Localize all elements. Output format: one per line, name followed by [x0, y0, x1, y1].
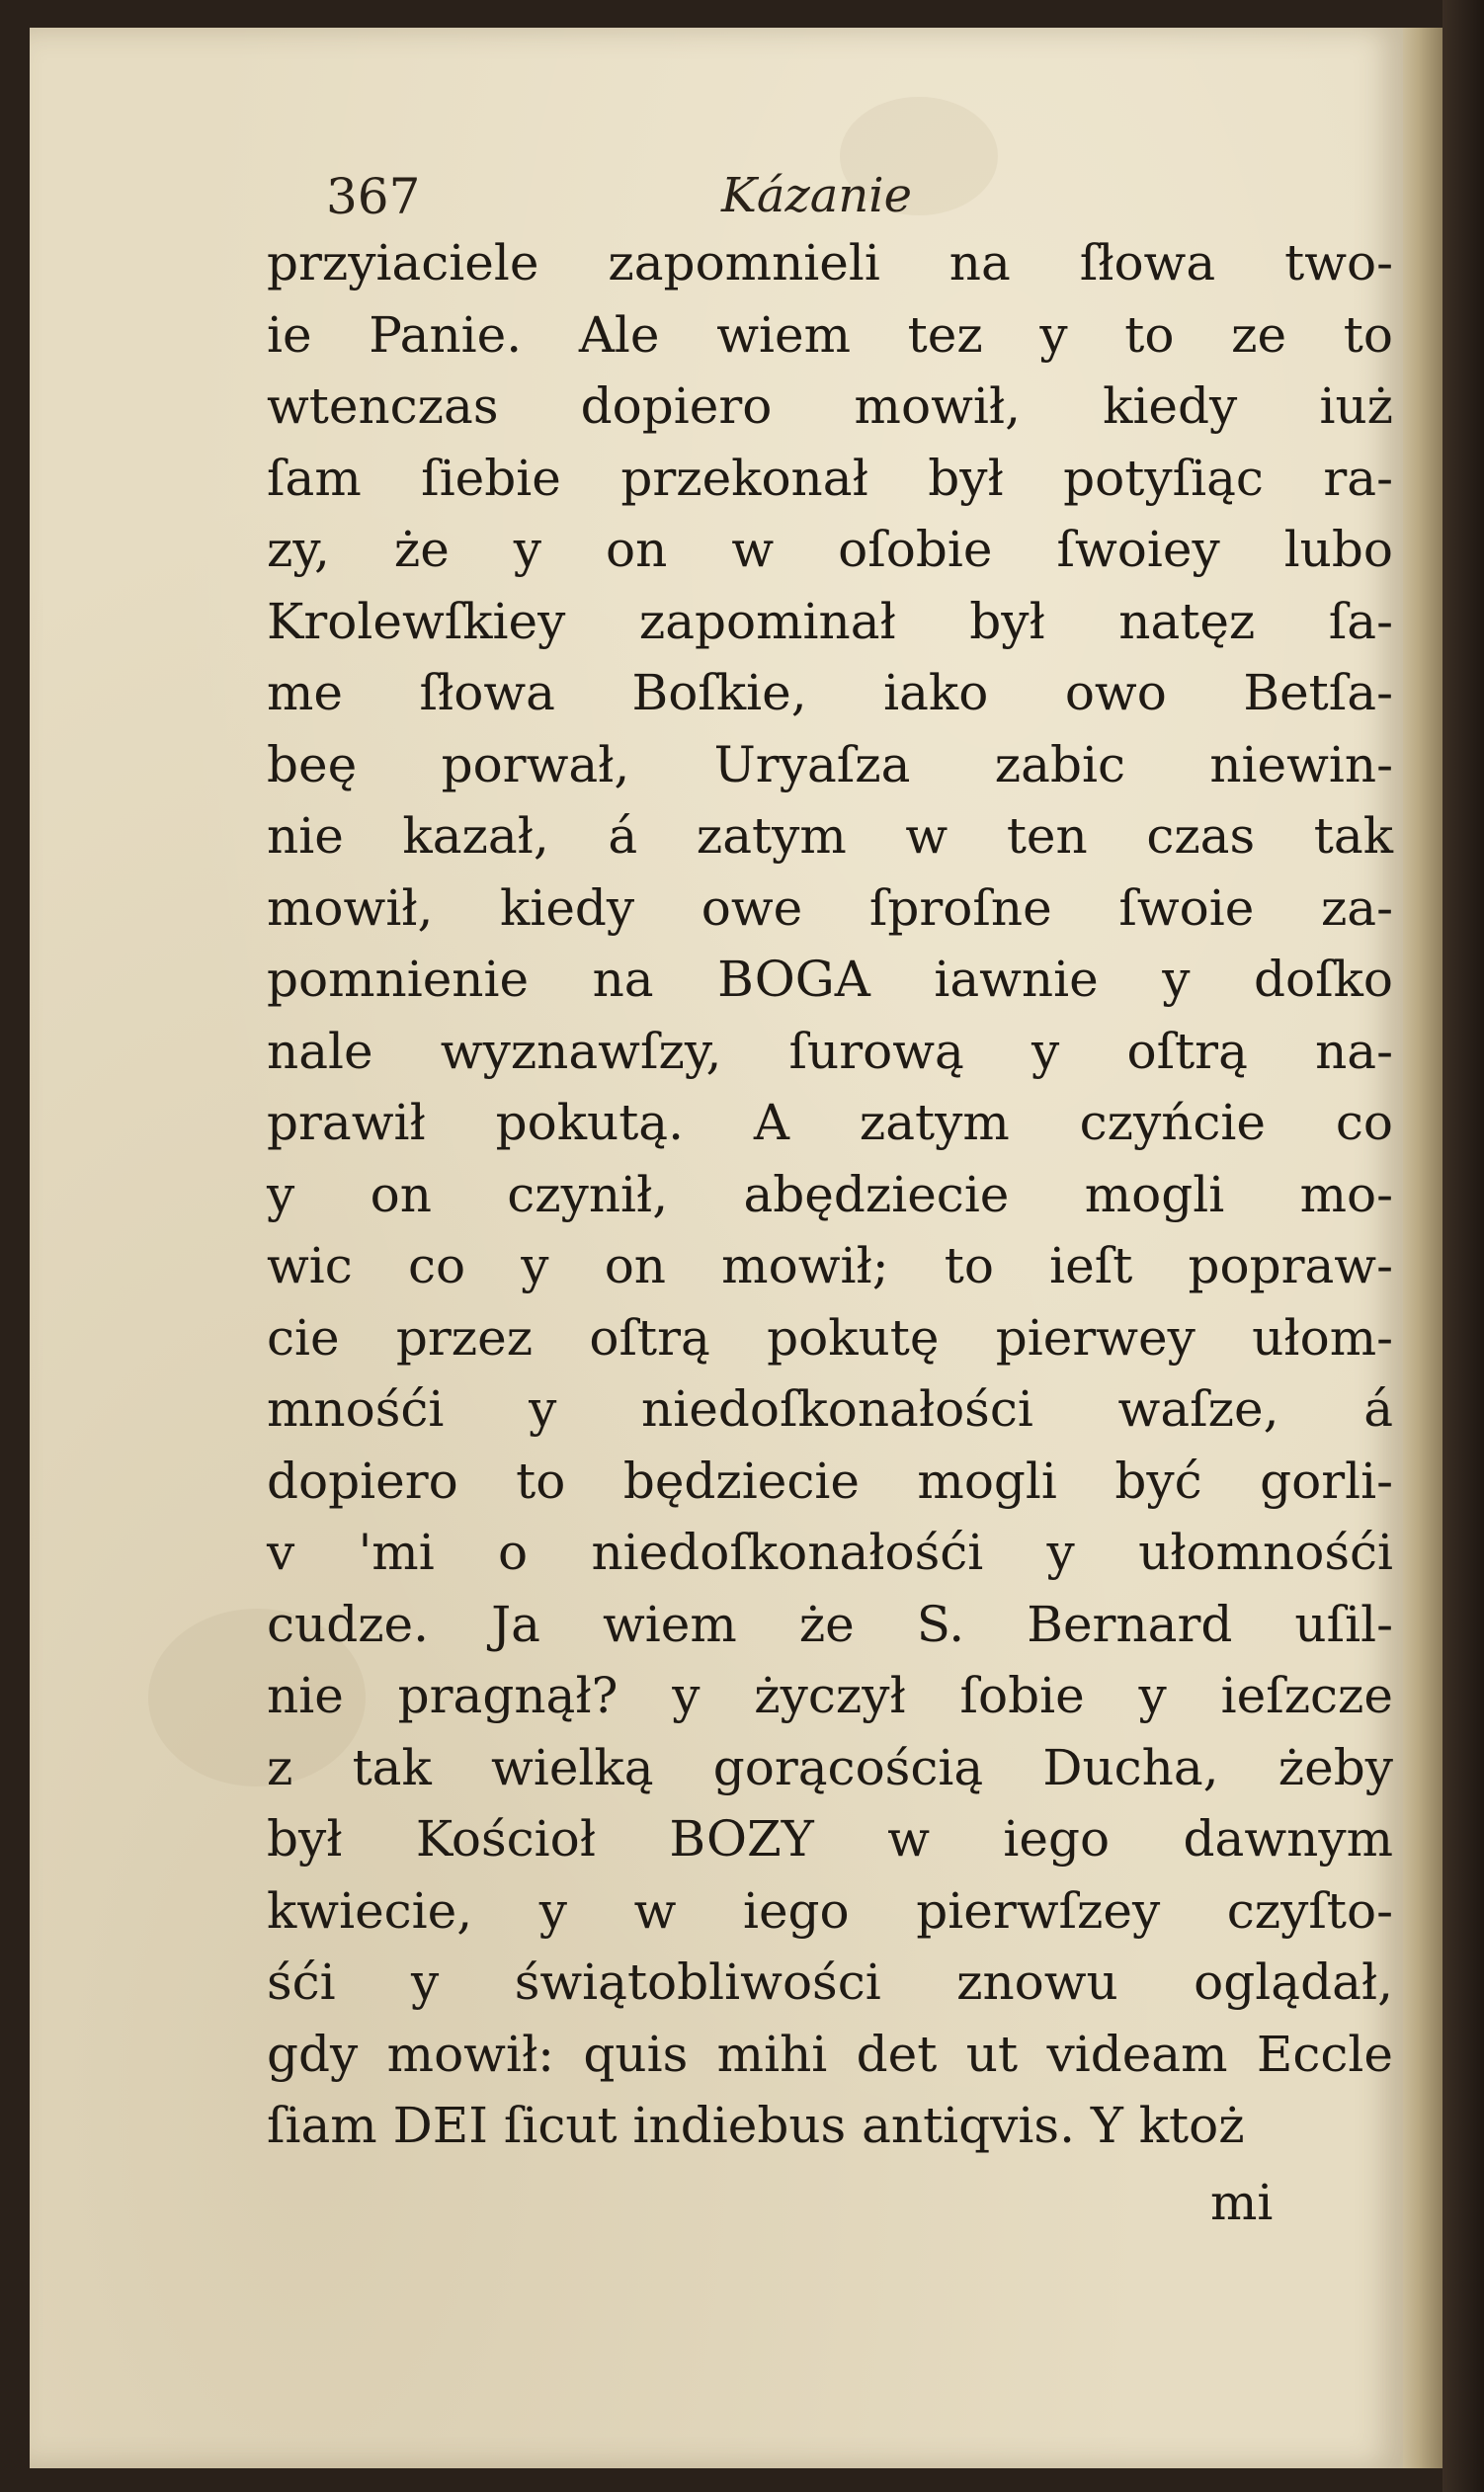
body-text [267, 227, 1393, 2162]
text-line: wic co y on mowił; to ieſt popraw- [267, 1237, 1393, 1294]
text-line: ſam ſiebie przekonał był potyſiąc ra- [267, 449, 1393, 507]
text-line: pomnienie na BOGA iawnie y doſko [267, 951, 1393, 1008]
running-head: Kázanie [721, 168, 913, 223]
text-line: śći y świątobliwości znowu oglądał, [267, 1953, 1393, 2011]
text-line: zy, że y on w oſobie ſwoiey lubo [267, 521, 1393, 578]
book-gutter [1443, 0, 1484, 2492]
text-line: cudze. Ja wiem że S. Bernard uſil- [267, 1595, 1393, 1653]
text-line: me ſłowa Boſkie, iako owo Betſa- [267, 664, 1393, 721]
text-line: y on czynił, abędziecie mogli mo- [267, 1165, 1393, 1223]
catchword: mi [1210, 2174, 1274, 2231]
text-line: mnośći y niedoſkonałości waſze, á [267, 1380, 1393, 1438]
text-line: dopiero to będziecie mogli być gorli- [267, 1452, 1393, 1510]
text-line: był Kościoł BOZY w iego dawnym [267, 1810, 1393, 1868]
text-line: Krolewſkiey zapominał był natęz ſa- [267, 592, 1393, 650]
text-line: mowił, kiedy owe ſproſne ſwoie za- [267, 878, 1393, 937]
text-line: nale wyznawſzy, ſurową y oſtrą na- [267, 1022, 1393, 1080]
text-line: nie kazał, á zatym w ten czas tak [267, 807, 1393, 865]
text-line: prawił pokutą. A zatym czyńcie co [267, 1094, 1393, 1151]
text-line: beę porwał, Uryaſza zabic niewin- [267, 735, 1393, 793]
page-edge [1403, 28, 1443, 2468]
text-line: ie Panie. Ale wiem tez y to ze to [267, 305, 1393, 364]
text-line: wtenczas dopiero mowił, kiedy iuż [267, 377, 1393, 435]
text-line: v 'mi o niedoſkonałośći y ułomnośći [267, 1524, 1393, 1581]
text-line: gdy mowił: quis mihi det ut videam Eccle [267, 2025, 1393, 2083]
text-line: kwiecie, y w iego pierwſzey czyſto- [267, 1881, 1393, 1940]
page-number: 367 [326, 168, 421, 225]
text-line: nie pragnął? y życzył ſobie y ieſzcze [267, 1667, 1393, 1724]
text-line: ſiam DEI ſicut indiebus antiqvis. Y ktoż [267, 2097, 1245, 2154]
text-line: przyiaciele zapomnieli na ſłowa two- [267, 234, 1393, 291]
text-line: z tak wielką gorącością Ducha, żeby [267, 1738, 1393, 1796]
text-line: cie przez oſtrą pokutę pierwey ułom- [267, 1308, 1393, 1367]
